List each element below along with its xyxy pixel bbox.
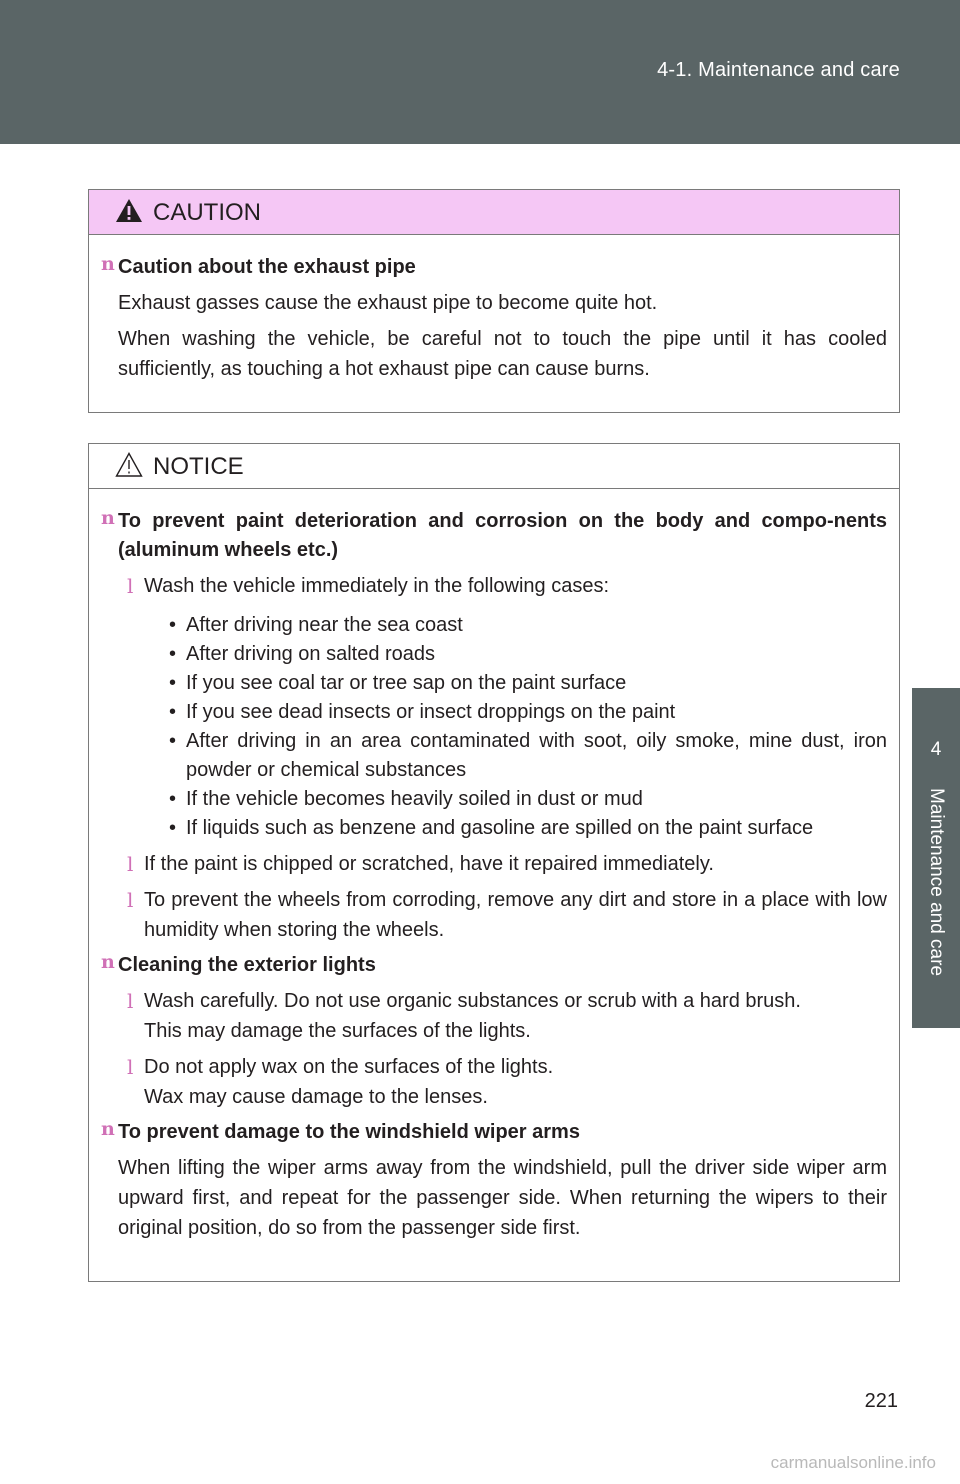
notice-header xyxy=(89,444,899,489)
sub-item-text: To prevent the wheels from corroding, remove any dirt and store in a place with low humidity when storing the wheels. xyxy=(144,889,887,941)
caution-heading: CAUTION xyxy=(153,199,261,226)
bullet-item: • After driving in an area contaminated with soot, oily smoke, mine dust, iron powder or chemical substances xyxy=(169,730,887,781)
sub-item-text: This may damage the surfaces of the lights. xyxy=(144,1020,531,1042)
bullet-item: • After driving on salted roads xyxy=(169,643,436,665)
page-number: 221 xyxy=(864,1390,898,1412)
caution-paragraph: Exhaust gasses cause the exhaust pipe to become quite hot. xyxy=(118,292,658,314)
page-header xyxy=(0,0,960,144)
caution-body xyxy=(89,235,899,384)
item-marker: n xyxy=(101,951,115,973)
sub-item-text: Wax may cause damage to the lenses. xyxy=(144,1086,488,1108)
notice-item-title: To prevent paint deterioration and corrosion on the body and compo-nents (aluminum wheels etc.) xyxy=(118,510,887,561)
sub-item xyxy=(118,986,887,1046)
caution-item xyxy=(103,253,887,384)
bullet-item: • If you see dead insects or insect droppings on the paint xyxy=(169,701,676,723)
sub-item xyxy=(118,849,887,879)
item-marker: n xyxy=(101,507,115,529)
warning-triangle-outline-icon xyxy=(115,452,143,477)
notice-item-title: To prevent damage to the windshield wiper arms xyxy=(118,1121,580,1143)
item-marker: n xyxy=(101,253,115,275)
chapter-label: Maintenance and care xyxy=(926,787,947,977)
notice-paragraph: When lifting the wiper arms away from the windshield, pull the driver side wiper arm upward first, and repeat for the passenger side. When returning the wipers to their original position, do so from the passenger side first. xyxy=(118,1157,887,1239)
bullet-item: • If the vehicle becomes heavily soiled in dust or mud xyxy=(169,788,643,810)
watermark: carmanualsonline.info xyxy=(770,1453,936,1472)
sub-item xyxy=(118,1052,887,1112)
notice-heading: NOTICE xyxy=(153,453,244,480)
sub-item-text: If the paint is chipped or scratched, have it repaired immediately. xyxy=(144,853,714,875)
item-marker: n xyxy=(101,1118,115,1140)
notice-body xyxy=(89,489,899,1243)
sub-item-text: Wash the vehicle immediately in the following cases: xyxy=(144,575,610,597)
sub-item-text: Do not apply wax on the surfaces of the lights. xyxy=(144,1056,554,1078)
warning-triangle-filled-icon xyxy=(115,198,143,223)
sub-marker: l xyxy=(127,574,134,598)
caution-item-title: Caution about the exhaust pipe xyxy=(118,256,416,278)
bullet-item: • If you see coal tar or tree sap on the paint surface xyxy=(169,672,627,694)
notice-item xyxy=(103,1118,887,1243)
chapter-number: 4 xyxy=(930,739,942,760)
notice-item xyxy=(103,507,887,945)
sub-item xyxy=(118,571,887,843)
caution-paragraph: When washing the vehicle, be careful not to touch the pipe until it has cooled sufficiently, as touching a hot exhaust pipe can cause burns. xyxy=(118,328,887,380)
sub-marker: l xyxy=(127,989,134,1013)
sub-item xyxy=(118,885,887,945)
notice-item-title: Cleaning the exterior lights xyxy=(118,954,376,976)
chapter-tab xyxy=(912,688,960,1028)
caution-header xyxy=(89,190,899,235)
sub-marker: l xyxy=(127,1055,134,1079)
section-title: 4-1. Maintenance and care xyxy=(657,59,900,81)
bullet-item: • If liquids such as benzene and gasoline are spilled on the paint surface xyxy=(169,817,814,839)
caution-box xyxy=(88,189,900,413)
notice-item xyxy=(103,951,887,1112)
bullet-list xyxy=(144,611,887,843)
sub-marker: l xyxy=(127,852,134,876)
sub-marker: l xyxy=(127,888,134,912)
bullet-item: • After driving near the sea coast xyxy=(169,614,463,636)
sub-item-text: Wash carefully. Do not use organic substances or scrub with a hard brush. xyxy=(144,990,801,1012)
notice-box xyxy=(88,443,900,1282)
